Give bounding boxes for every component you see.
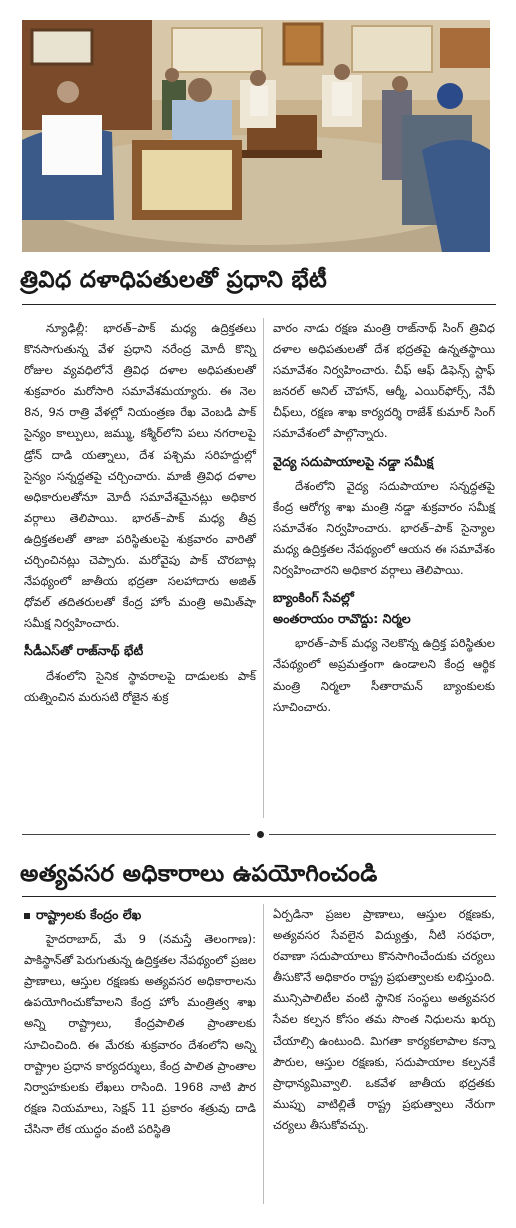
article2-right-column (273, 904, 495, 1136)
article2-headline: అత్యవసర అధికారాలు ఉపయోగించండి (20, 861, 378, 887)
headline-rule-2 (22, 896, 496, 897)
meeting-photo (22, 20, 490, 252)
health-paragraph: దేశంలోని వైద్య సదుపాయాల సన్నద్ధతపై కేంద్ర ఆరోగ్య శాఖ మంత్రి నడ్డా శుక్రవారం సమీక్ష సమావేశం నిర్వహించారు. భారత్–పాక్ సైన్యాల మధ్య ఉద్రిక్తతల నేపథ్యంలో ఆయన ఈ సమావేశం నిర్వహించారని అధికార వర్గాలు తెలిపాయి. (273, 478, 495, 578)
article2-subhead (24, 904, 256, 925)
cds-paragraph-right: వారం నాడు రక్షణ మంత్రి రాజ్‌నాథ్ సింగ్ త్రివిధ దళాల అధిపతులతో దేశ భద్రతపై ఉన్నతస్థాయి సమావేశం నిర్వహించారు. చీఫ్ ఆఫ్ డిఫెన్స్ స్టాఫ్ జనరల్ అనిల్ చౌహాన్, ఆర్మీ, ఎయిర్‌ఫోర్స్, నేవీ చీఫ్‌లు, రక్షణ శాఖ కార్యదర్శి రాజేశ్ కుమార్ సింగ్ సమావేశంలో పాల్గొన్నారు. (273, 321, 495, 441)
article2-left-paragraph: హైదరాబాద్, మే 9 (నమస్తే తెలంగాణ): పాకిస్థాన్‌తో పెరుగుతున్న ఉద్రిక్తతల నేపథ్యంలో ప్రజల ప్రాణాలు, ఆస్తుల రక్షణకు అత్యవసర అధికారాలను ఉపయోగించుకోవాలని కేంద్ర హోం మంత్రిత్వ శాఖ అన్ని రాష్ట్రాలు, కేంద్రపాలిత ప్రాంతాలకు సూచించింది. ఈ మేరకు శుక్రవారం దేశంలోని అన్ని రాష్ట్రాల ప్రధాన కార్యదర్శులు, కేంద్ర పాలిత ప్రాంతాల నిర్వాహకులకు లేఖలు రాసింది. 1968 నాటి పౌర రక్షణ నియమాలు, సెక్షన్ 11 ప్రకారం శత్రువు దాడి చేసినా లేక యుద్ధం వంటి పరిస్థితి (24, 932, 256, 1136)
article1-left-column (24, 318, 256, 708)
column-separator-2 (263, 904, 264, 1204)
article2-left-column (24, 904, 256, 1140)
article1-headline: త్రివిధ దళాధిపతులతో ప్రధాని భేటీ (20, 267, 328, 293)
article1-right-column (273, 318, 495, 718)
subhead-health: వైద్య సదుపాయాలపై నడ్డా సమీక్ష (273, 453, 434, 469)
cds-paragraph-left: దేశంలోని సైనిక స్థావరాలపై దాడులకు పాక్ యత్నించిన మరుసటి రోజైన శుక్ర (24, 668, 256, 704)
article2-subhead-text: రాష్ట్రాలకు కేంద్రం లేఖ (36, 907, 142, 922)
article1-lead-paragraph: న్యూఢిల్లీ: భారత్–పాక్ మధ్య ఉద్రిక్తతలు కొనసాగుతున్న వేళ ప్రధాని నరేంద్ర మోదీ కొన్ని రోజుల వ్యవధిలోనే త్రివిధ దళాల అధిపతులతో శుక్రవారం మరోసారి సమావేశమయ్యారు. ఈ నెల 8న, 9న రాత్రి వేళల్లో నియంత్రణ రేఖ వెంబడి పాక్ సైన్యం కాల్పులు, జమ్ము, కశ్మీర్‌లోని పలు నగరాలపై డ్రోన్ దాడి యత్నాలు, దేశ పశ్చిమ సరిహద్దుల్లో సైన్యం సన్నద్ధతపై చర్చించారు. మాజీ త్రివిధ దళాల అధికారులతోనూ మోదీ సమావేశమైనట్లు అధికార వర్గాలు తెలిపాయి. భారత్–పాక్ మధ్య తీవ్ర ఉద్రిక్తతలతో తాజా పరిస్థితులపై శుక్రవారం వారితో చర్చించినట్లు చెప్పారు. మరోవైపు పాక్ చొరబాట్ల నేపథ్యంలో జాతీయ భద్రతా సలహాదారు అజిత్ ధోవల్ తదితరులతో కేంద్ర హోం మంత్రి అమిత్‌షా సమీక్ష నిర్వహించారు. (24, 321, 256, 631)
subhead-banking-line2: అంతరాయం రావొద్దు: నిర్మల (273, 611, 411, 627)
bullet-square (24, 913, 30, 919)
subhead-banking-line1: బ్యాంకింగ్ సేవల్లో (273, 590, 354, 606)
banking-paragraph: భారత్–పాక్ మధ్య నెలకొన్న ఉద్రిక్త పరిస్థితుల నేపథ్యంలో అప్రమత్తంగా ఉండాలని కేంద్ర ఆర్థిక మంత్రి నిర్మలా సీతారామన్ బ్యాంకులకు సూచించారు. (273, 636, 495, 714)
article-divider (22, 830, 496, 840)
headline-rule (22, 304, 496, 305)
subhead-cds: సీడీఎస్‌తో రాజ్‌నాథ్ భేటీ (24, 643, 144, 659)
article2-right-paragraph: ఏర్పడినా ప్రజల ప్రాణాలు, ఆస్తుల రక్షణకు, అత్యవసర సేవలైన విద్యుత్తు, నీటి సరఫరా, రవాణా సదుపాయాలు కొనసాగించేందుకు చర్యలు తీసుకొనే అధికారం రాష్ట్ర ప్రభుత్వాలకు లభిస్తుంది. మున్సిపాలిటీల వంటి స్థానిక సంస్థలు అత్యవసర సేవల కల్పన కోసం తమ సొంత నిధులను ఖర్చు చేయాల్సి ఉంటుంది. మిగతా కార్యకలాపాల కన్నా పౌరుల, ఆస్తుల రక్షణకు, సదుపాయాల కల్పనకే ప్రాధాన్యమివ్వాలి. ఒకవేళ జాతీయ భద్రతకు ముప్పు వాటిల్లితే రాష్ట్ర ప్రభుత్వాలు నేరుగా చర్యలు తీసుకోవచ్చు. (273, 907, 495, 1132)
column-separator (263, 318, 264, 818)
divider-dot (257, 831, 264, 838)
